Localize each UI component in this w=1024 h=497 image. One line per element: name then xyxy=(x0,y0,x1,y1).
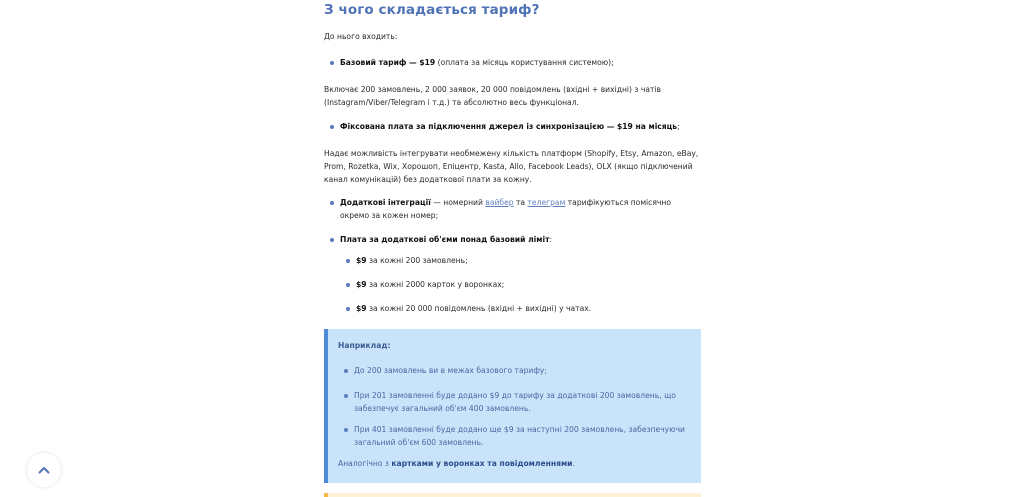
base-tariff-note: (оплата за місяць користування системою); xyxy=(435,58,614,67)
fixed-fee-description: Надає можливість інтегрувати необмежену кількість платформ (Shopify, Etsy, Amazon, eBay, Prom, Rozetka, Wix, Хорошоп, Епіцентр, Kasta, Allo, Facebook Leads), OLX (якщо підключений канал комунікацій) без додаткової плати за кожну. xyxy=(324,149,699,184)
callout-item-text: До 200 замовлень ви в межах базового тарифу; xyxy=(354,366,547,375)
bullet-icon xyxy=(330,238,334,242)
bullet-icon xyxy=(346,307,350,311)
bullet-icon xyxy=(344,428,348,432)
warning-callout xyxy=(324,493,701,497)
bullet-icon xyxy=(330,201,334,205)
callout-item-text: При 401 замовленні буде додано ще $9 за наступні 200 замовлень, забезпечуючи загальний об'єм 600 замовлень. xyxy=(354,425,685,447)
bullet-icon xyxy=(346,283,350,287)
sub-item-text: за кожні 20 000 повідомлень (вхідні + вихідні) у чатах. xyxy=(366,304,592,313)
integrations-text: — номерний xyxy=(430,198,486,207)
bullet-icon xyxy=(344,369,348,373)
bullet-icon xyxy=(330,61,334,65)
sub-item-price: $9 xyxy=(356,304,367,313)
callout-footer-text: Аналогічно з xyxy=(338,459,392,468)
callout-item xyxy=(354,389,694,415)
sub-item xyxy=(356,278,696,291)
bullet-icon xyxy=(344,394,348,398)
sub-item-text: за кожні 200 замовлень; xyxy=(366,256,468,265)
sub-item-price: $9 xyxy=(356,256,367,265)
list-item-fixed-fee xyxy=(340,120,700,133)
callout-footer xyxy=(338,459,575,468)
fixed-fee-end: ; xyxy=(677,122,680,131)
section-heading: З чого складається тариф? xyxy=(324,2,540,18)
bullet-icon xyxy=(346,259,350,263)
bullet-icon xyxy=(330,125,334,129)
intro-text: До нього входить: xyxy=(324,32,398,41)
integrations-label: Додаткові інтеграції xyxy=(340,198,431,207)
list-item-integrations xyxy=(340,196,685,222)
sub-item xyxy=(356,254,696,267)
chevron-up-icon xyxy=(38,466,50,474)
scroll-to-top-button[interactable] xyxy=(27,453,61,487)
list-item-extra-volume xyxy=(340,233,700,246)
integrations-text: та xyxy=(513,198,528,207)
example-callout xyxy=(324,329,701,483)
sub-item xyxy=(356,302,696,315)
callout-item-text: При 201 замовленні буде додано $9 до тарифу за додаткові 200 замовлень, що забезпечує загальний об'єм 400 замовлень. xyxy=(354,391,676,413)
viber-link[interactable]: вайбер xyxy=(485,198,514,207)
extra-volume-label: Плата за додаткові об'єми понад базовий ліміт xyxy=(340,235,550,244)
callout-item xyxy=(354,423,694,449)
sub-item-price: $9 xyxy=(356,280,367,289)
list-item-base-tariff xyxy=(340,56,700,69)
telegram-link[interactable]: телеграм xyxy=(527,198,566,207)
integrations-text: тарифікуються помісячно окремо за кожен номер; xyxy=(340,198,671,220)
sub-item-text: за кожні 2000 карток у воронках; xyxy=(366,280,505,289)
base-tariff-description: Включає 200 замовлень, 2 000 заявок, 20 000 повідомлень (вхідні + вихідні) з чатів (Instagram/Viber/Telegram і т.д.) та абсолютно весь функціонал. xyxy=(324,85,662,107)
callout-title: Наприклад: xyxy=(338,341,391,350)
base-tariff-label: Базовий тариф — $19 xyxy=(340,58,436,67)
callout-item xyxy=(354,364,694,377)
callout-footer-end: . xyxy=(572,459,575,468)
extra-volume-colon: : xyxy=(549,235,553,244)
fixed-fee-label: Фіксована плата за підключення джерел із синхронізацією — $19 на місяць xyxy=(340,122,678,131)
callout-footer-bold: картками у воронках та повідомленнями xyxy=(391,459,573,468)
